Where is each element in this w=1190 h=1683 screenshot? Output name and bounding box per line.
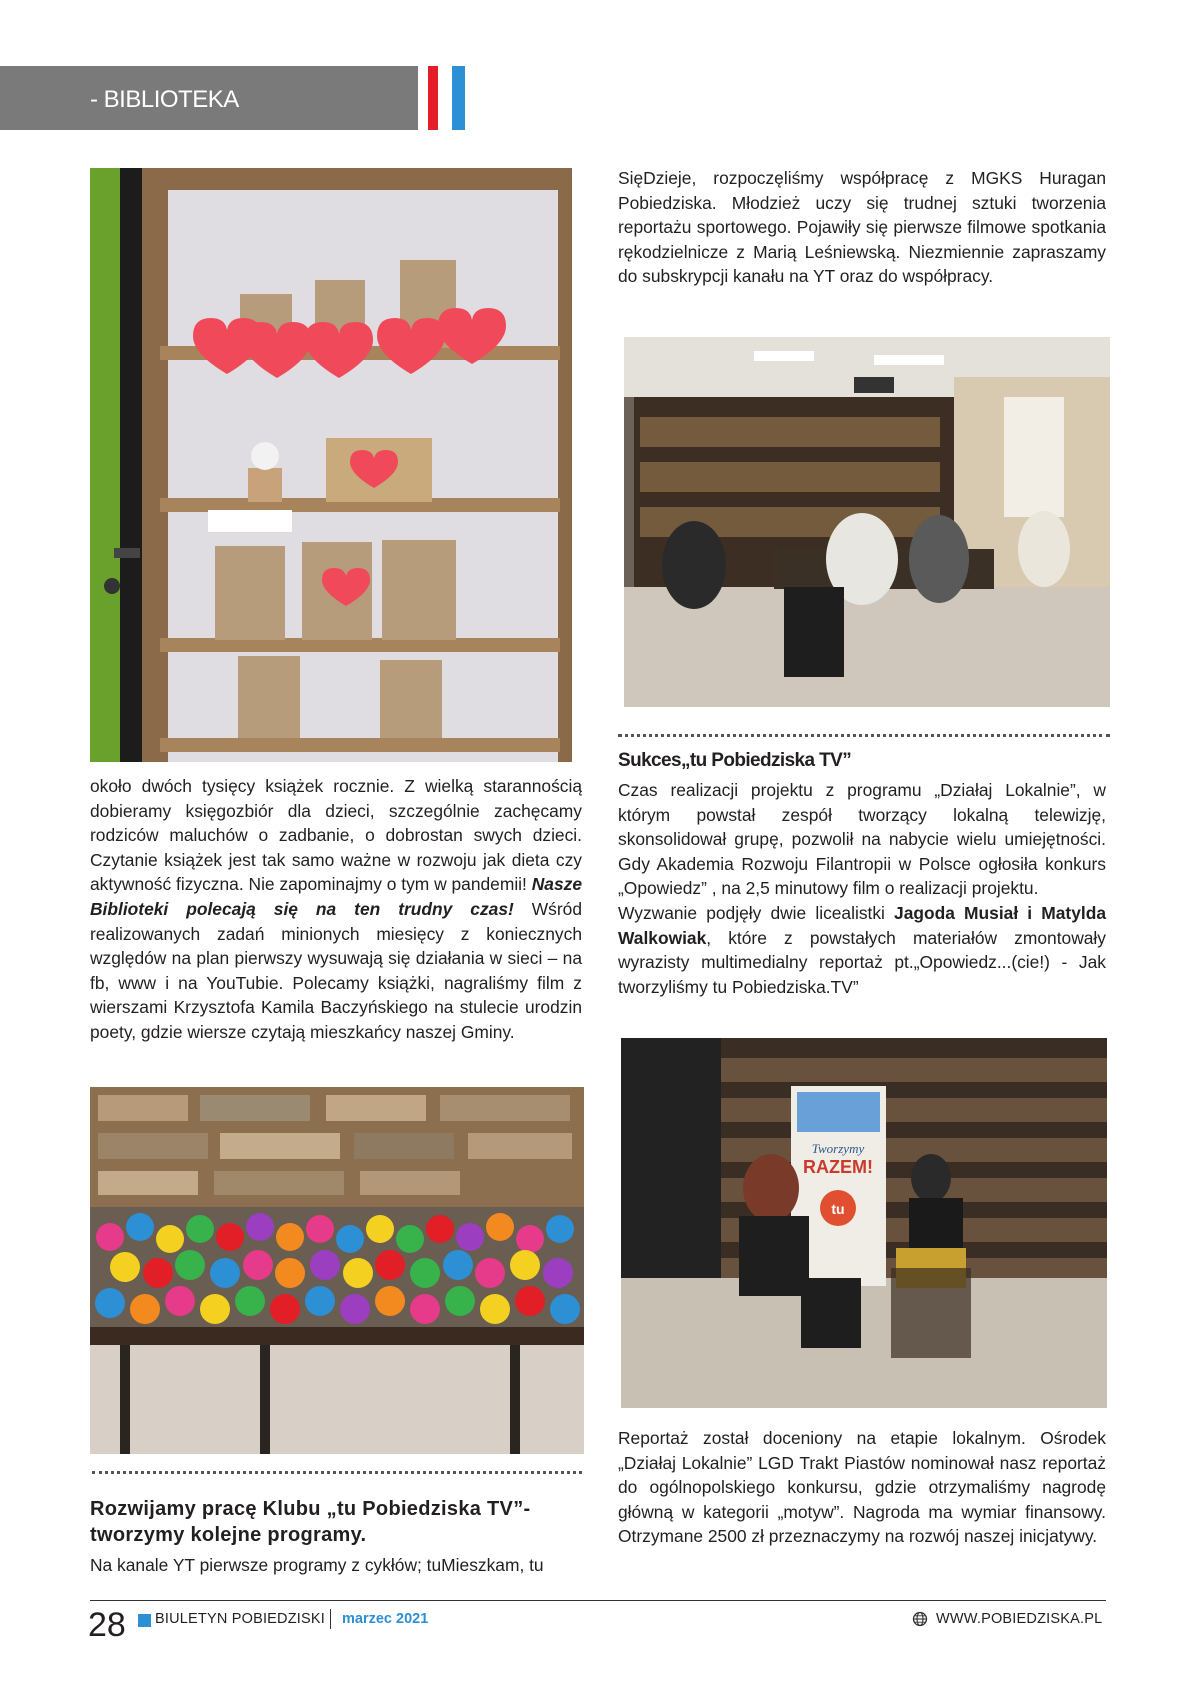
publication-name: BIULETYN POBIEDZISKI [155, 1611, 325, 1627]
paragraph-text: około dwóch tysięcy książek rocznie. Z wielką starannością dobieramy księgozbiór dla dzieci, szczególnie zachęcamy rodziców maluchów o zadbanie, o dobrostan swych dzieci. Czytanie książek jest tak samo ważne w rozwoju jak dieta czy aktywność fizyczna. Nie zapominajmy o tym w pandemii! [90, 776, 582, 895]
emphasis-text: Nasze Biblioteki polecają się na ten trudny czas! [90, 874, 582, 919]
section-success-text [618, 778, 1106, 999]
paragraph-text: Wśród realizowanych zadań minionych miesięcy z koniecznych względów na plan pierwszy wysuwają się działania w sieci – na fb, www i na YouTubie. Polecamy książki, nagraliśmy film z wierszami Krzysztofa Kamila Baczyńskiego na stulecie urodzin poety, gdzie wiersze czytają mieszkańcy naszej Gminy. [90, 898, 583, 1042]
header-blue-stripe [452, 66, 465, 130]
paragraph-right-bottom: Reportaż został doceniony na etapie lokalnym. Ośrodek „Działaj Lokalnie” LGD Trakt Piastów nominował nasz reportaż do ogólnopolskiego konkursu, gdzie otrzymaliśmy nagrodę główną w kategorii „motyw”. Nagroda ma wymiar finansowy. Otrzymane 2500 zł przeznaczymy na rozwój naszej inicjatywy. [618, 1428, 1106, 1547]
banner-line1: Tworzymy [811, 1141, 865, 1156]
photo-bookshelf-hearts [90, 168, 572, 762]
footer-blue-square [138, 1614, 151, 1627]
page-number: 28 [88, 1606, 126, 1644]
banner-logo: tu [831, 1201, 845, 1217]
paragraph-text: , które z powstałych materiałów zmontowały wyrazisty multimedialny reportaż pt.„Opowiedz...(cie!) - Jak tworzyliśmy tu Pobiedziska.TV” [618, 927, 1106, 997]
separator-dotted [618, 734, 1110, 737]
student-names: Jagoda Musiał i Matylda Walkowiak [618, 902, 1106, 948]
banner-line2: RAZEM! [803, 1157, 873, 1177]
photo-library-meeting [624, 337, 1110, 707]
website-url[interactable]: WWW.POBIEDZISKA.PL [936, 1611, 1103, 1627]
paragraph-right-top: SięDzieje, rozpoczęliśmy współpracę z MGKS Huragan Pobiedziska. Młodzież uczy się trudnej sztuki tworzenia reportażu sportowego. Pojawiły się pierwsze filmowe spotkania rękodzielnicze z Marią Leśniewską. Niezmiennie zapraszamy do subskrypcji kanału na YT oraz do współpracy. [618, 168, 1106, 287]
paragraph-left-bottom: Na kanale YT pierwsze programy z cykłów; tuMieszkam, tu [90, 1555, 544, 1575]
heading-success: Sukces„tu Pobiedziska TV” [618, 750, 852, 771]
heading-club: Rozwijamy pracę Klubu „tu Pobiedziska TV”- tworzymy kolejne programy. [90, 1498, 531, 1546]
issue-date: marzec 2021 [342, 1611, 429, 1627]
footer-rule [90, 1600, 1106, 1601]
photo-paper-flowers [90, 1087, 584, 1454]
header-red-stripe [428, 66, 438, 130]
separator-dotted [92, 1471, 582, 1474]
footer-separator [330, 1609, 331, 1629]
paragraph-success-2 [618, 901, 1106, 999]
globe-icon [912, 1611, 928, 1627]
photo-studio-recording [621, 1038, 1107, 1408]
paragraph-success-1: Czas realizacji projektu z programu „Działaj Lokalnie”, w którym powstał zespół tworzący lokalną telewizję, skonsolidował grupę, pozwolił na nabycie wielu umiejętności. Gdy Akademia Rozwoju Filantropii w Polsce ogłosiła konkurs „Opowiedz” , na 2,5 minutowy film o realizacji projektu. [618, 780, 1106, 899]
paragraph-text: Wyzwanie podjęły dwie licealistki [618, 902, 895, 923]
section-title: - BIBLIOTEKA [90, 86, 239, 113]
paragraph-left-mid [90, 774, 582, 1045]
